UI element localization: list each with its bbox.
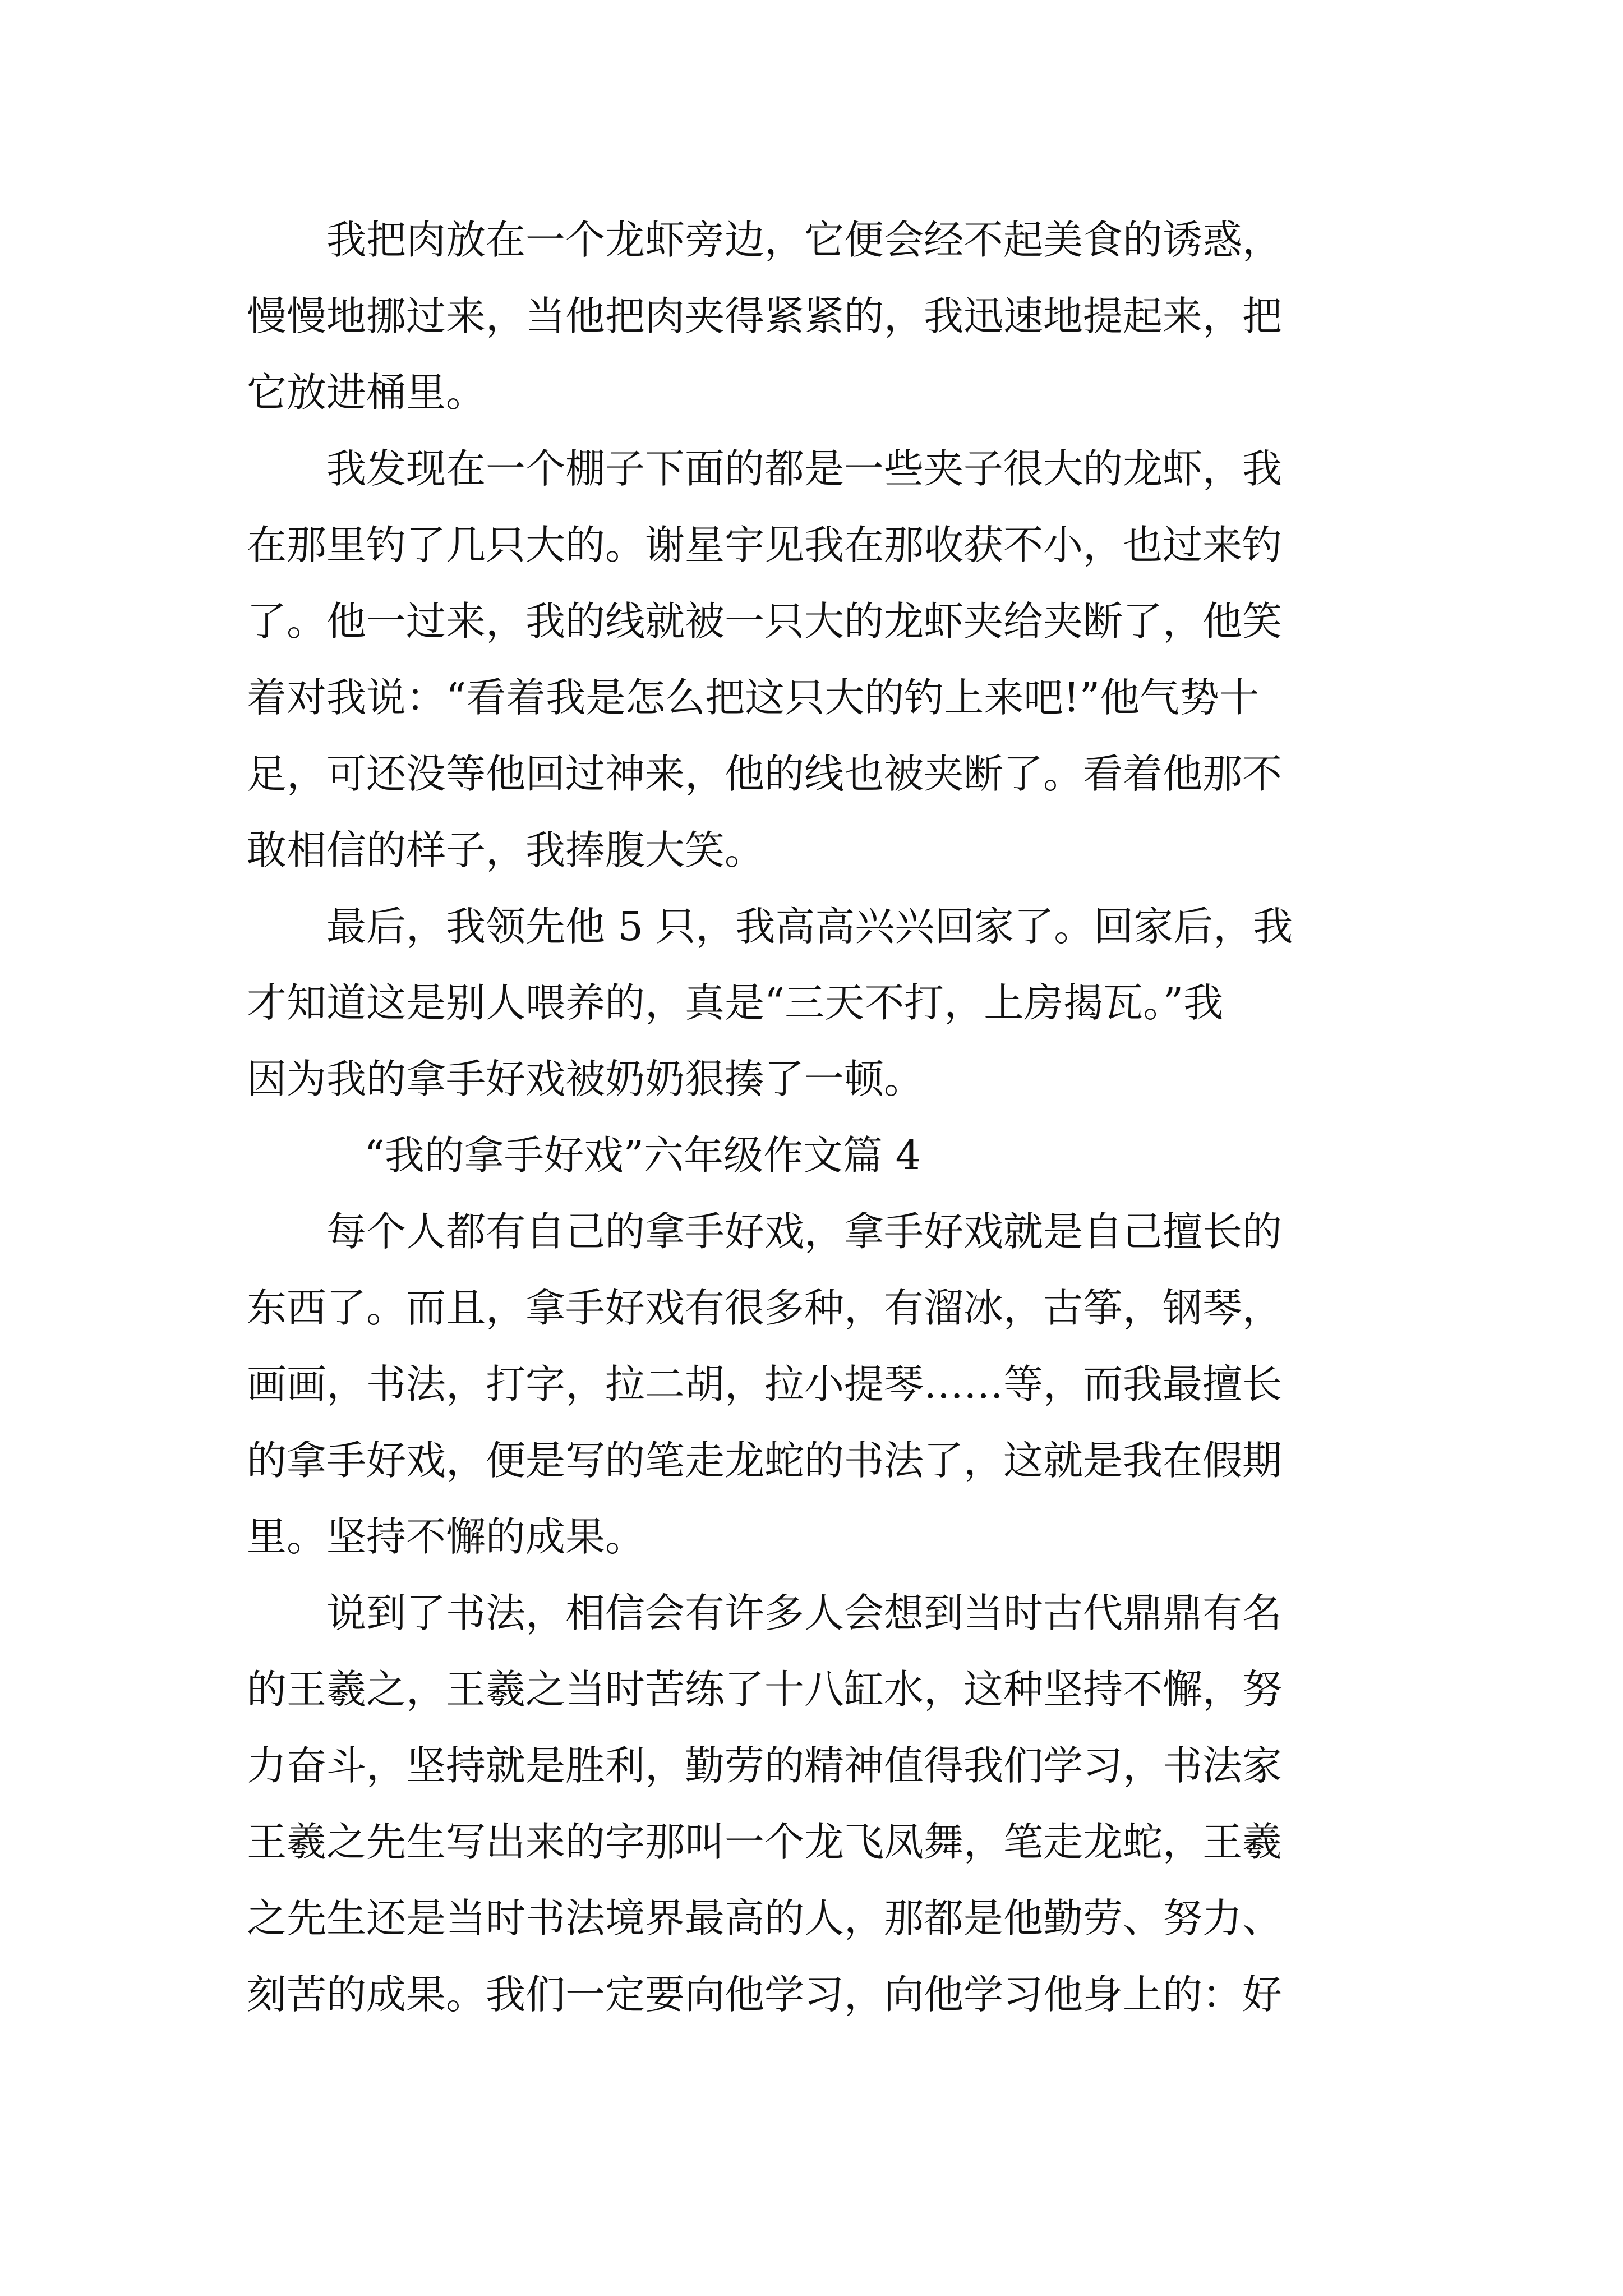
document-page (247, 202, 1380, 2033)
paragraph-calligraphy: 说到了书法，相信会有许多人会想到当时古代鼎鼎有名 的王羲之，王羲之当时苦练了十八缸水，这种坚持不懈，努 力奋斗，坚持就是胜利，勤劳的精神值得我们学习，书法家 王羲之先生写出来的字那叫一个龙飞凤舞，笔走龙蛇，王羲 之先生还是当时书法境界最高的人，那都是他勤劳、努力、 刻苦的成果。我们一定要向他学习，向他学习他身上的：好 (247, 1590, 1283, 2018)
paragraph-shed-crayfish: 我发现在一个棚子下面的都是一些夹子很大的龙虾，我 在那里钓了几只大的。谢星宇见我在那收获不小，也过来钓 了。他一过来，我的线就被一只大的龙虾夹给夹断了，他笑 着对我说：“看着我是怎么把这只大的钓上来吧!”他气势十 足，可还没等他回过神来，他的线也被夹断了。看着他那不 敢相信的样子，我捧腹大笑。 (247, 445, 1283, 873)
paragraph-crayfish-bait: 我把肉放在一个龙虾旁边，它便会经不起美食的诱惑， 慢慢地挪过来，当他把肉夹得紧紧的，我迅速地提起来，把 它放进桶里。 (247, 217, 1283, 416)
section-heading: “我的拿手好戏”六年级作文篇 4 (364, 1132, 921, 1179)
paragraph-going-home: 最后，我领先他 5 只，我高高兴兴回家了。回家后，我 才知道这是别人喂养的，真是“三天不打，上房揭瓦。”我 因为我的拿手好戏被奶奶狠揍了一顿。 (247, 903, 1293, 1102)
paragraph-specialty-intro: 每个人都有自己的拿手好戏，拿手好戏就是自己擅长的 东西了。而且，拿手好戏有很多种，有溜冰，古筝，钢琴， 画画，书法，打字，拉二胡，拉小提琴……等，而我最擅长 的拿手好戏，便是写的笔走龙蛇的书法了，这就是我在假期 里。坚持不懈的成果。 (247, 1208, 1283, 1560)
